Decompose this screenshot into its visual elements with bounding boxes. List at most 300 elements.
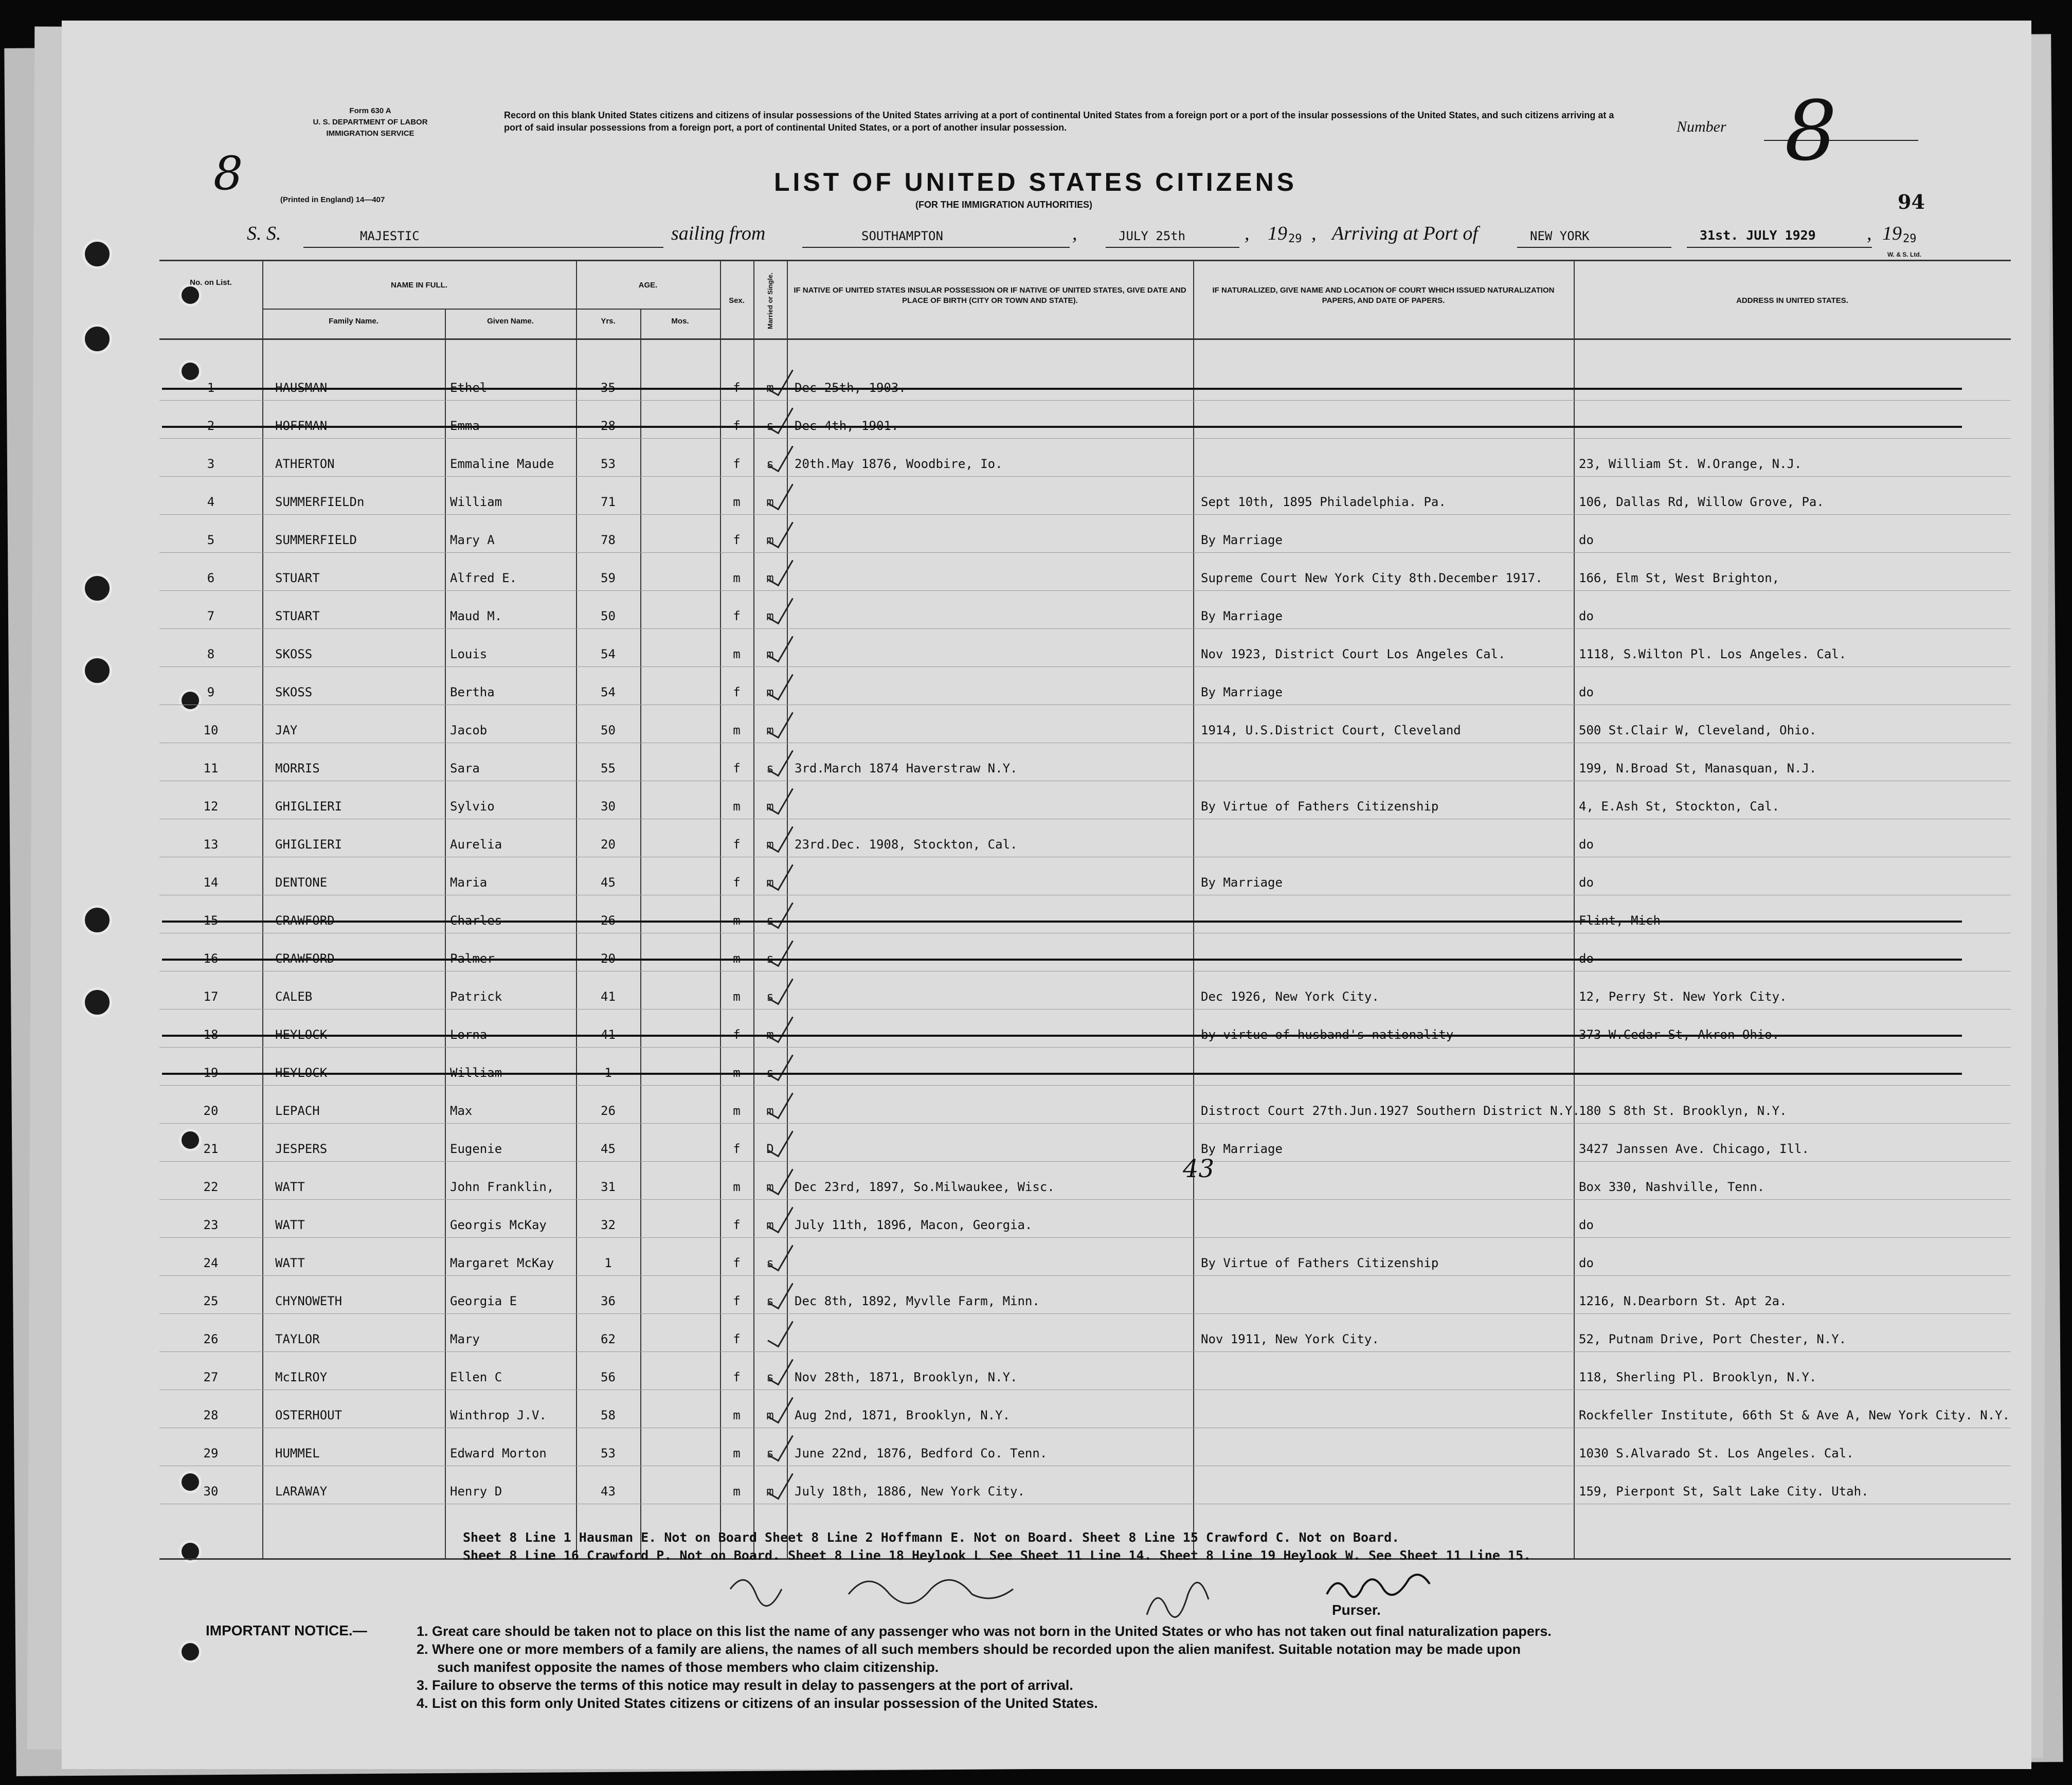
birth-info: July 11th, 1896, Macon, Georgia. <box>795 1218 1033 1232</box>
family-name: LARAWAY <box>275 1484 328 1499</box>
port-to-underline <box>1517 247 1671 248</box>
given-name: Ellen C <box>450 1370 502 1384</box>
address: do <box>1579 875 1594 890</box>
port-to: NEW YORK <box>1530 229 1590 243</box>
sex: m <box>733 799 741 814</box>
given-name: Alfred E. <box>450 571 517 585</box>
given-name: Sylvio <box>450 799 495 814</box>
service: IMMIGRATION SERVICE <box>326 129 415 138</box>
sex: m <box>733 571 741 585</box>
naturalization-info: Distroct Court 27th.Jun.1927 Southern District N.Y. <box>1201 1104 1580 1118</box>
age-header-divider <box>576 309 720 310</box>
check-mark <box>767 1087 794 1120</box>
age-years: 78 <box>601 533 616 547</box>
header-mos: Mos. <box>671 317 689 326</box>
row-rule <box>159 1085 2011 1086</box>
age-years: 45 <box>601 875 616 890</box>
address: 500 St.Clair W, Cleveland, Ohio. <box>1579 723 1817 737</box>
sailing-label: sailing from <box>671 223 766 244</box>
check-mark <box>767 1430 794 1462</box>
row-rule <box>159 1123 2011 1124</box>
given-name: Mary <box>450 1332 480 1346</box>
address: Rockfeller Institute, 66th St & Ave A, New York City. N.Y. <box>1579 1408 2010 1422</box>
marital-status: s <box>766 1294 774 1308</box>
table-header-bottom <box>159 338 2011 340</box>
age-years: 62 <box>601 1332 616 1346</box>
age-years: 20 <box>601 837 616 852</box>
note-line-2: Sheet 8 Line 16 Crawford P. Not on Board. Sheet 8 Line 18 Heylook L See Sheet 11 Line 14. Sheet 8 Line 19 Heylook W. See Sheet 11 Line 15. <box>463 1548 1532 1563</box>
sex: f <box>733 685 741 699</box>
address: 106, Dallas Rd, Willow Grove, Pa. <box>1579 495 1824 509</box>
port-from: SOUTHAMPTON <box>861 229 943 243</box>
marital-status: s <box>766 989 774 1004</box>
row-number: 10 <box>203 723 219 737</box>
col-divider <box>262 260 263 1558</box>
check-mark <box>767 364 794 396</box>
family-name: WATT <box>275 1256 305 1270</box>
address: do <box>1579 609 1594 623</box>
birth-info: Aug 2nd, 1871, Brooklyn, N.Y. <box>795 1408 1011 1422</box>
header-family: Family Name. <box>329 317 379 326</box>
given-name: Margaret McKay <box>450 1256 554 1270</box>
naturalization-info: Dec 1926, New York City. <box>1201 989 1379 1004</box>
check-mark <box>767 516 794 549</box>
row-rule <box>159 438 2011 439</box>
header-naturalization: IF NATURALIZED, GIVE NAME AND LOCATION OF COURT WHICH ISSUED NATURALIZATION PAPERS, AND DATE OF PAPERS. <box>1212 286 1555 305</box>
sex: f <box>733 837 741 852</box>
year-to: 29 <box>1903 232 1917 245</box>
family-name: DENTONE <box>275 875 328 890</box>
marital-status: s <box>766 457 774 471</box>
age-years: 43 <box>601 1484 616 1499</box>
check-mark <box>767 1125 794 1158</box>
marital-status: s <box>766 1446 774 1461</box>
sex: m <box>733 1408 741 1422</box>
check-mark <box>767 1468 794 1500</box>
given-name: Maria <box>450 875 488 890</box>
check-mark <box>767 859 794 891</box>
check-mark <box>767 821 794 853</box>
birth-info: Dec 8th, 1892, Myvlle Farm, Minn. <box>795 1294 1040 1308</box>
age-years: 41 <box>601 989 616 1004</box>
age-years: 56 <box>601 1370 616 1384</box>
row-rule <box>159 1351 2011 1352</box>
check-mark <box>767 1239 794 1272</box>
check-mark <box>767 1011 794 1043</box>
naturalization-info: By Virtue of Fathers Citizenship <box>1201 1256 1439 1270</box>
given-name: Louis <box>450 647 488 661</box>
check-mark <box>767 440 794 473</box>
handwritten-8: 8 <box>213 147 243 201</box>
family-name: CALEB <box>275 989 313 1004</box>
date-to: 31st. JULY 1929 <box>1700 228 1816 243</box>
printed-in: (Printed in England) 14—407 <box>280 195 385 204</box>
col-divider <box>445 309 446 1558</box>
col-divider <box>753 260 754 1558</box>
row-number: 20 <box>203 1104 219 1118</box>
row-number: 17 <box>203 989 219 1004</box>
sex: m <box>733 989 741 1004</box>
page-title: LIST OF UNITED STATES CITIZENS <box>774 168 1298 196</box>
strike-through-line <box>162 1035 1962 1037</box>
row-number: 22 <box>203 1180 219 1194</box>
date-to-underline <box>1687 247 1872 248</box>
given-name: Edward Morton <box>450 1446 547 1461</box>
given-name: Sara <box>450 761 480 776</box>
row-rule <box>159 1275 2011 1276</box>
given-name: Georgis McKay <box>450 1218 547 1232</box>
family-name: GHIGLIERI <box>275 837 343 852</box>
family-name: TAYLOR <box>275 1332 320 1346</box>
age-years: 71 <box>601 495 616 509</box>
binder-hole <box>82 987 112 1017</box>
binder-hole <box>82 324 112 354</box>
age-years: 26 <box>601 1104 616 1118</box>
row-rule <box>159 1199 2011 1200</box>
row-number: 4 <box>207 495 215 509</box>
strike-through-line <box>162 921 1962 923</box>
name-header-divider <box>262 309 576 310</box>
family-name: CHYNOWETH <box>275 1294 343 1308</box>
notice-item-2: 2. Where one or more members of a family are aliens, the names of all such members should be recorded upon the alien manifest. Suitable notation may be made upon <box>417 1642 1521 1657</box>
sex: f <box>733 457 741 471</box>
header-no: No. on List. <box>190 278 232 287</box>
strike-through-line <box>162 426 1962 428</box>
port-from-underline <box>802 247 1070 248</box>
check-mark <box>767 669 794 701</box>
header-age: AGE. <box>638 281 658 290</box>
naturalization-info: By Marriage <box>1201 533 1283 547</box>
age-years: 1 <box>604 1256 612 1270</box>
family-name: OSTERHOUT <box>275 1408 343 1422</box>
sex: f <box>733 533 741 547</box>
sex: f <box>733 1294 741 1308</box>
note-line-1: Sheet 8 Line 1 Hausman E. Not on Board Sheet 8 Line 2 Hoffmann E. Not on Board. Sheet 8 Line 15 Crawford C. Not on Board. <box>463 1530 1400 1545</box>
row-number: 8 <box>207 647 215 661</box>
row-number: 30 <box>203 1484 219 1499</box>
department: U. S. DEPARTMENT OF LABOR <box>313 118 428 127</box>
sex: m <box>733 1484 741 1499</box>
address: 159, Pierpont St, Salt Lake City. Utah. <box>1579 1484 1869 1499</box>
marital-status: m <box>766 1218 774 1232</box>
age-years: 50 <box>601 723 616 737</box>
row-rule <box>159 1313 2011 1314</box>
marital-status: s <box>766 1370 774 1384</box>
printer-mark: W. & S. Ltd. <box>1887 251 1921 258</box>
date-from-underline <box>1106 247 1239 248</box>
check-mark <box>767 897 794 929</box>
address: do <box>1579 533 1594 547</box>
header-yrs: Yrs. <box>601 317 616 326</box>
family-name: ATHERTON <box>275 457 335 471</box>
marital-status: m <box>766 1484 774 1499</box>
family-name: HUMMEL <box>275 1446 320 1461</box>
check-mark <box>767 973 794 1005</box>
naturalization-info: Supreme Court New York City 8th.December 1917. <box>1201 571 1543 585</box>
ship-name: MAJESTIC <box>360 229 420 243</box>
address: do <box>1579 837 1594 852</box>
marital-status: m <box>766 837 774 852</box>
age-years: 53 <box>601 457 616 471</box>
marital-status: m <box>766 609 774 623</box>
number-label: Number <box>1677 118 1726 135</box>
col-divider <box>576 260 577 1558</box>
age-years: 30 <box>601 799 616 814</box>
handwritten-43: 43 <box>1183 1155 1215 1183</box>
row-number: 13 <box>203 837 219 852</box>
binder-hole <box>179 360 202 383</box>
sex: f <box>733 609 741 623</box>
address: do <box>1579 1256 1594 1270</box>
sex: m <box>733 647 741 661</box>
form-number: Form 630 A <box>349 106 391 115</box>
check-mark <box>767 935 794 967</box>
purser-signature <box>1322 1568 1435 1604</box>
header-sex: Sex. <box>729 296 745 305</box>
row-number: 24 <box>203 1256 219 1270</box>
sex: f <box>733 1332 741 1346</box>
row-rule <box>159 476 2011 477</box>
sex: f <box>733 1142 741 1156</box>
family-name: WATT <box>275 1180 305 1194</box>
naturalization-info: 1914, U.S.District Court, Cleveland <box>1201 723 1461 737</box>
notice-heading: IMPORTANT NOTICE.— <box>206 1622 367 1638</box>
strike-through-line <box>162 959 1962 961</box>
given-name: Winthrop J.V. <box>450 1408 547 1422</box>
check-mark <box>767 1201 794 1234</box>
page-subtitle: (FOR THE IMMIGRATION AUTHORITIES) <box>915 200 1092 210</box>
address: do <box>1579 685 1594 699</box>
family-name: LEPACH <box>275 1104 320 1118</box>
age-years: 32 <box>601 1218 616 1232</box>
address: Box 330, Nashville, Tenn. <box>1579 1180 1765 1194</box>
list-number: 8 <box>1785 83 1837 179</box>
arriving-label: Arriving at Port of <box>1332 223 1478 244</box>
table-top-border <box>159 260 2011 261</box>
check-mark <box>767 745 794 777</box>
marital-status: m <box>766 799 774 814</box>
col-divider <box>1193 260 1194 1558</box>
family-name: STUART <box>275 609 320 623</box>
header-address: ADDRESS IN UNITED STATES. <box>1736 296 1848 305</box>
sex: m <box>733 495 741 509</box>
given-name: Jacob <box>450 723 488 737</box>
marital-status: m <box>766 723 774 737</box>
age-years: 59 <box>601 571 616 585</box>
family-name: McILROY <box>275 1370 328 1384</box>
row-number: 11 <box>203 761 219 776</box>
row-rule <box>159 590 2011 591</box>
address: 166, Elm St, West Brighton, <box>1579 571 1780 585</box>
family-name: JAY <box>275 723 298 737</box>
age-years: 31 <box>601 1180 616 1194</box>
header-name: NAME IN FULL. <box>391 281 447 290</box>
sex: f <box>733 1218 741 1232</box>
row-rule <box>159 1161 2011 1162</box>
row-rule <box>159 666 2011 667</box>
row-number: 26 <box>203 1332 219 1346</box>
address: 1216, N.Dearborn St. Apt 2a. <box>1579 1294 1787 1308</box>
col-divider <box>720 260 721 1558</box>
marital-status: m <box>766 1104 774 1118</box>
year-from: 29 <box>1288 232 1302 245</box>
marital-status: m <box>766 685 774 699</box>
strike-through-line <box>162 388 1962 390</box>
check-mark <box>767 1392 794 1424</box>
binder-hole <box>82 239 112 269</box>
address: 12, Perry St. New York City. <box>1579 989 1787 1004</box>
birth-info: 3rd.March 1874 Haverstraw N.Y. <box>795 761 1018 776</box>
row-number: 5 <box>207 533 215 547</box>
marital-status: s <box>766 761 774 776</box>
age-years: 36 <box>601 1294 616 1308</box>
row-number: 28 <box>203 1408 219 1422</box>
naturalization-info: Nov 1911, New York City. <box>1201 1332 1379 1346</box>
form-id <box>293 105 447 139</box>
marital-status: m <box>766 1408 774 1422</box>
birth-info: June 22nd, 1876, Bedford Co. Tenn. <box>795 1446 1048 1461</box>
col-divider <box>640 309 641 1558</box>
row-number: 12 <box>203 799 219 814</box>
row-rule <box>159 1047 2011 1048</box>
year-prefix-to: 19 <box>1882 223 1902 244</box>
address: 118, Sherling Pl. Brooklyn, N.Y. <box>1579 1370 1817 1384</box>
age-years: 53 <box>601 1446 616 1461</box>
check-mark <box>767 554 794 587</box>
sex: f <box>733 1256 741 1270</box>
date-from: JULY 25th <box>1119 229 1186 243</box>
naturalization-info: By Marriage <box>1201 875 1283 890</box>
given-name: William <box>450 495 502 509</box>
sex: f <box>733 761 741 776</box>
naturalization-info: Nov 1923, District Court Los Angeles Cal. <box>1201 647 1506 661</box>
check-mark <box>767 1163 794 1196</box>
year-prefix-from: 19 <box>1268 223 1287 244</box>
age-years: 58 <box>601 1408 616 1422</box>
binder-hole <box>179 1640 202 1663</box>
sex: m <box>733 1446 741 1461</box>
family-name: MORRIS <box>275 761 320 776</box>
given-name: Patrick <box>450 989 502 1004</box>
given-name: John Franklin, <box>450 1180 554 1194</box>
sex: f <box>733 1370 741 1384</box>
row-number: 6 <box>207 571 215 585</box>
marital-status: s <box>766 1256 774 1270</box>
age-years: 55 <box>601 761 616 776</box>
age-years: 50 <box>601 609 616 623</box>
marital-status: m <box>766 647 774 661</box>
row-number: 3 <box>207 457 215 471</box>
row-rule <box>159 552 2011 553</box>
row-number: 9 <box>207 685 215 699</box>
row-rule <box>159 628 2011 629</box>
marital-status: m <box>766 875 774 890</box>
given-name: Max <box>450 1104 473 1118</box>
birth-info: 20th.May 1876, Woodbire, Io. <box>795 457 1003 471</box>
row-number: 27 <box>203 1370 219 1384</box>
header-married: Married or Single. <box>766 273 774 329</box>
notice-item-2-cont: such manifest opposite the names of those members who claim citizenship. <box>437 1660 939 1675</box>
check-mark <box>767 1277 794 1310</box>
binder-hole <box>82 905 112 935</box>
check-mark <box>767 783 794 815</box>
marital-status: m <box>766 1180 774 1194</box>
col-divider <box>1574 260 1575 1558</box>
notice-item-4: 4. List on this form only United States citizens or citizens of an insular possession of the United States. <box>417 1696 1098 1711</box>
row-rule <box>159 400 2011 401</box>
marital-status: m <box>766 571 774 585</box>
marital-status: m <box>766 533 774 547</box>
birth-info: 23rd.Dec. 1908, Stockton, Cal. <box>795 837 1018 852</box>
manifest-page: Form 630 A U. S. DEPARTMENT OF LABOR IMMIGRATION SERVICE 8 (Printed in England) 14—407 Record on this blank United States citizens and citizens of insular possessions of the United States arriving at a port of continental United States from a foreign port or a port of the insular possessions of the United States, and such citizens arriving at a port of said insular possessions from a foreign port, a port of continental United States, or a port of another insular possession. LIST OF UNITED STATES CITIZENS (FOR THE IMMIGRATION AUTHORITIES) Number 8 94 S. S. MAJESTIC sailing from SOUTHAMPTON , JULY 25th , 19 29 , Arriving at Port of NEW YORK 31st. JULY 1929 , 19 29 W. & S. Ltd. No. on List. NAME IN FULL. Family Name. Given Name. AGE. Yrs. Mos. Sex. Married or Single. IF NATIVE OF UNITED STATES INSULAR POSSESSION OR IF NATIVE OF UNITED STATES, GIVE DATE AND PLACE OF BIRTH (CITY OR TOWN AND STATE). IF NATURALIZED, GIVE NAME AND LOCATION OF COURT WHICH ISSUED NATURALIZATION PAPERS, AND DATE OF PAPERS. ADDRESS IN UNITED STATES. 3 ATHERTON Emmaline Maude 53 f s 20th.May 1876, Woodbire, Io. 23, William St. W.Orange, N.J. 4 SUMMERFIELDn William 71 m m Sept 10th, 1895 Philadelphia. Pa. 106, Dallas Rd, Willow Grove, Pa. 5 SUMMERFIELD Mary A 78 f m By Marriage do 6 STUART Alfred E. 59 m m Supreme Court New York City 8th.December 1917. 166, Elm St, West Brighton, 7 STUART Maud M. 50 f m By Marriage do 8 SKOSS Louis 54 m m Nov 1923, District Court Los Angeles Cal. 1118, S.Wilton Pl. Los Angeles. Cal. 9 SKOSS Bertha 54 f m By Marriage do 10 JAY Jacob 50 m m 1914, U.S.District Court, Cleveland 500 St.Clair W, Cleveland, Ohio. 11 MORRIS Sara 55 f s 3rd.March 1874 Haverstraw N.Y. 199, N.Broad St, Manasquan, N.J. 12 GHIGLIERI Sylvio 30 m m By Virtue of Fathers Citizenship 4, E.Ash St, Stockton, Cal. 13 GHIGLIERI Aurelia 20 f m 23rd.Dec. 1908, Stockton, Cal. do 14 DENTONE Maria 45 f m By Marriage do 17 CALEB Patrick 41 m s Dec 1926, New York City. 12, Perry St. New York City. 20 LEPACH Max 26 m m Distroct Court 27th.Jun.1927 Southern District N.Y. 180 S 8th St. Brooklyn, N.Y. 21 JESPERS Eugenie 45 f D By Marriage 3427 Janssen Ave. Chicago, Ill. 22 WATT John Franklin, 31 m m Dec 23rd, 1897, So.Milwaukee, Wisc. Box 330, Nashville, Tenn. 23 WATT Georgis McKay 32 f m July 11th, 1896, Macon, Georgia. do 24 WATT Margaret McKay 1 f s By Virtue of Fathers Citizenship do 25 CHYNOWETH Georgia E 36 f s Dec 8th, 1892, Myvlle Farm, Minn. 1216, N.Dearborn St. Apt 2a. 26 TAYLOR Mary 62 f Nov 1911, New York City. 52, Putnam Drive, Port Chester, N.Y. 27 McILROY Ellen C 56 f s Nov 28th, 1871, Brooklyn, N.Y. 118, Sherling Pl. Brooklyn, N.Y. 28 OSTERHOUT Winthrop J.V. 58 m m Aug 2nd, 1871, Brooklyn, N.Y. Rockfeller Institute, 66th St & Ave A, New York City. N.Y. 29 HUMMEL Edward Morton 53 m s June 22nd, 1876, Bedford Co. Tenn. 1030 S.Alvarado St. Los Angeles. Cal. 30 LARAWAY Henry D 43 m m July 18th, 1886, New York City. 159, Pierpont St, Salt Lake City. Utah. 43 Sheet 8 Line 1 Hausman E. Not on Board Sheet 8 Line 2 Hoffmann E. Not on Board. Sheet 8 Line 15 Crawford C. Not on Board. Sheet 8 Line 16 Crawford P. Not on Board. Sheet 8 Line 18 Heylook L See Sheet 11 Line 14. Sheet 8 Line 19 Heylook W. See Sheet 11 Line 15. Purser. IMPORTANT NOTICE.— 1. Great care should be taken not to place on this list the name of any passenger who was not born in the United States or who has not taken out final naturalization papers. 2. Where one or more members of a family are aliens, the names of all such members should be recorded upon the alien manifest. Suitable notation may be made upon such manifest opposite the names of those members who claim citizenship. 3. Failure to observe the terms of this notice may result in delay to passengers at the port of arrival. 4. List on this form only United States citizens or citizens of an insular possession of the United States. <box>62 21 2031 1769</box>
check-mark <box>767 707 794 739</box>
family-name: STUART <box>275 571 320 585</box>
family-name: SUMMERFIELDn <box>275 495 365 509</box>
row-number: 14 <box>203 875 219 890</box>
ship-underline <box>303 247 663 248</box>
age-years: 54 <box>601 685 616 699</box>
record-instructions: Record on this blank United States citizens and citizens of insular possessions of the United States arriving at a port of continental United States from a foreign port or a port of the insular possessions of the United States, and such citizens arriving at a port of said insular possessions from a foreign port, a port of continental United States, or a port of another insular possession. <box>504 110 1614 133</box>
address: 199, N.Broad St, Manasquan, N.J. <box>1579 761 1817 776</box>
family-name: JESPERS <box>275 1142 328 1156</box>
check-mark <box>767 592 794 625</box>
check-mark <box>767 478 794 511</box>
given-name: Aurelia <box>450 837 502 852</box>
given-name: Henry D <box>450 1484 502 1499</box>
given-name: Eugenie <box>450 1142 502 1156</box>
given-name: Maud M. <box>450 609 502 623</box>
sex: f <box>733 875 741 890</box>
row-number: 21 <box>203 1142 219 1156</box>
address: 1118, S.Wilton Pl. Los Angeles. Cal. <box>1579 647 1847 661</box>
sex: m <box>733 1104 741 1118</box>
check-mark <box>767 1315 794 1348</box>
given-name: Bertha <box>450 685 495 699</box>
sex: m <box>733 1180 741 1194</box>
age-years: 54 <box>601 647 616 661</box>
check-mark <box>767 1354 794 1386</box>
given-name: Emmaline Maude <box>450 457 554 471</box>
address: 4, E.Ash St, Stockton, Cal. <box>1579 799 1780 814</box>
purser-label: Purser. <box>1332 1602 1381 1618</box>
given-name: Mary A <box>450 533 495 547</box>
naturalization-info: By Marriage <box>1201 685 1283 699</box>
row-number: 29 <box>203 1446 219 1461</box>
address: 52, Putnam Drive, Port Chester, N.Y. <box>1579 1332 1847 1346</box>
family-name: SKOSS <box>275 685 313 699</box>
binder-hole <box>82 656 112 686</box>
check-mark <box>767 402 794 435</box>
given-name: Georgia E <box>450 1294 517 1308</box>
naturalization-info: By Virtue of Fathers Citizenship <box>1201 799 1439 814</box>
address: do <box>1579 1218 1594 1232</box>
address: 180 S 8th St. Brooklyn, N.Y. <box>1579 1104 1787 1118</box>
address: 23, William St. W.Orange, N.J. <box>1579 457 1802 471</box>
binder-hole <box>82 573 112 603</box>
family-name: WATT <box>275 1218 305 1232</box>
address: 3427 Janssen Ave. Chicago, Ill. <box>1579 1142 1809 1156</box>
row-rule <box>159 514 2011 515</box>
row-number: 25 <box>203 1294 219 1308</box>
ss-label: S. S. <box>247 223 281 244</box>
check-mark <box>767 630 794 663</box>
sex: m <box>733 723 741 737</box>
naturalization-info: By Marriage <box>1201 609 1283 623</box>
header-birth: IF NATIVE OF UNITED STATES INSULAR POSSESSION OR IF NATIVE OF UNITED STATES, GIVE DATE AND PLACE OF BIRTH (CITY OR TOWN AND STATE). <box>794 286 1186 305</box>
page-number: 94 <box>1898 190 1925 213</box>
marital-status: m <box>766 495 774 509</box>
notice-item-1: 1. Great care should be taken not to place on this list the name of any passenger who was not born in the United States or who has not taken out final naturalization papers. <box>417 1624 1552 1639</box>
